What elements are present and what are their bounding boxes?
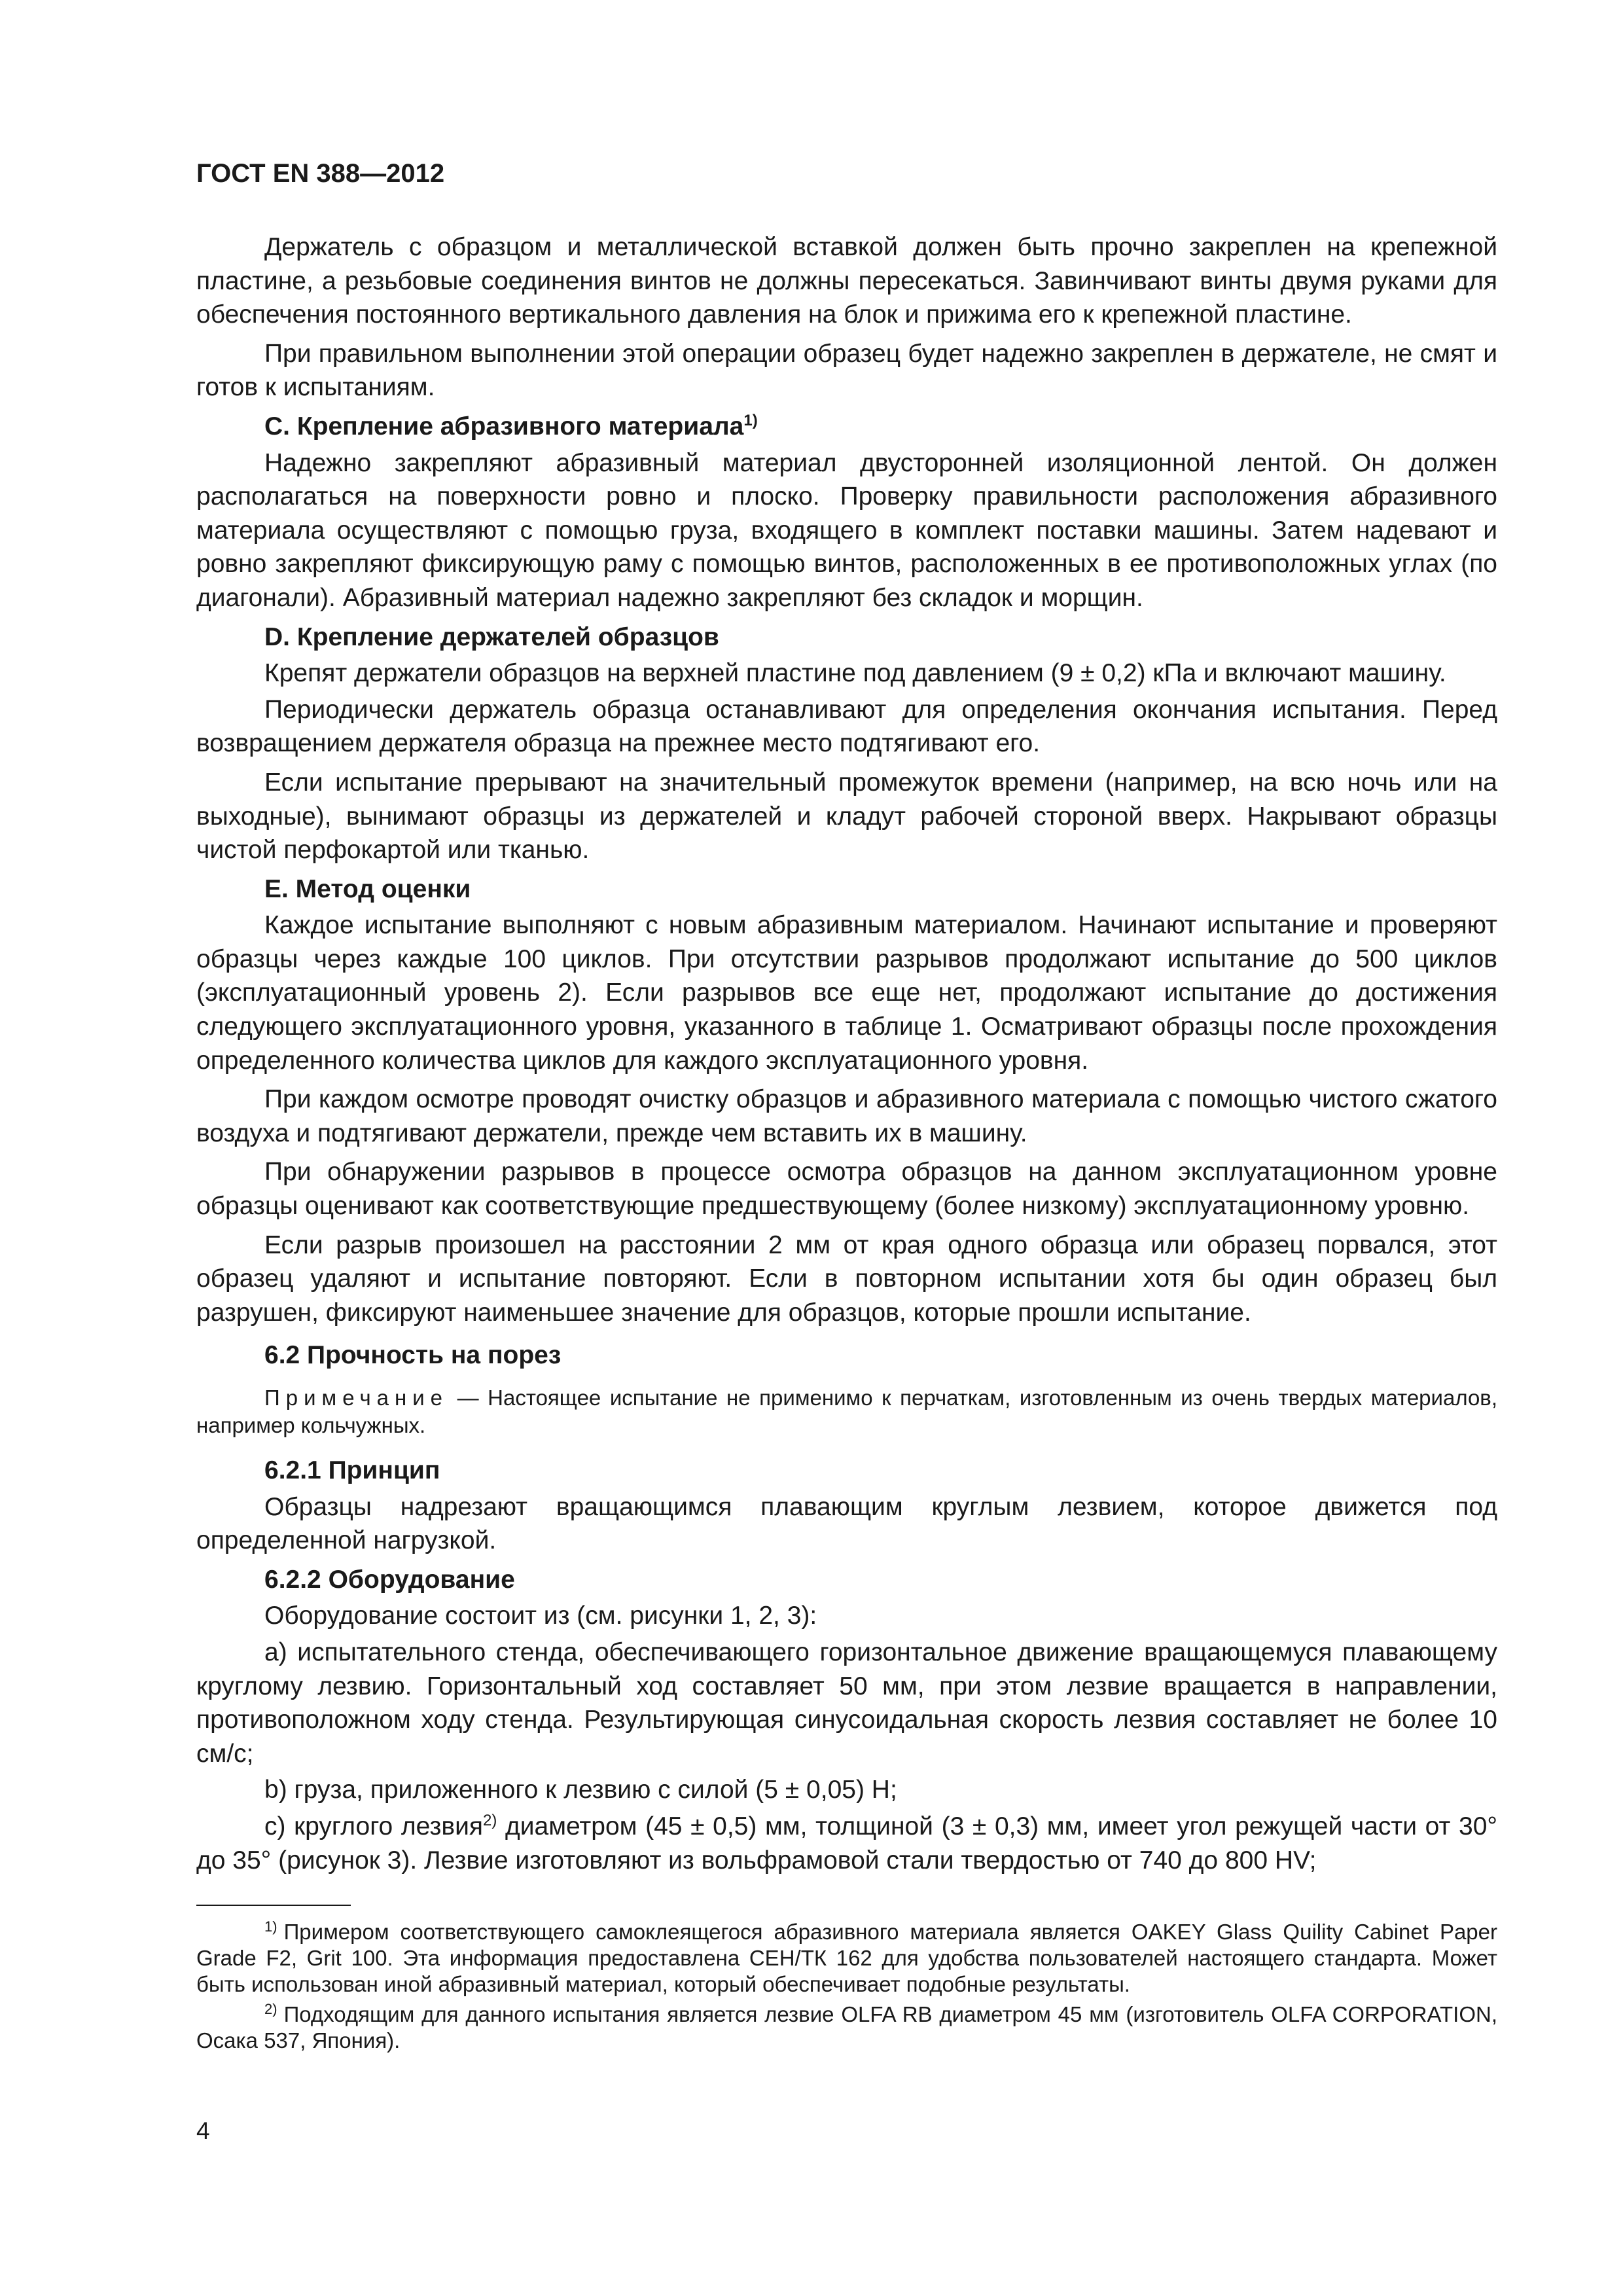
list-item-c <box>196 1810 1497 1877</box>
note-text: — Настоящее испытание не применимо к перчаткам, изготовленным из очень твердых материалов, например кольчужных. <box>196 1386 1497 1437</box>
footnote-2-text: Подходящим для данного испытания является лезвие OLFA RB диаметром 45 мм (изготовитель OLFA CORPORATION, Осака 537, Япония). <box>196 2002 1497 2053</box>
paragraph-abrasive-fixing: Надежно закрепляют абразивный материал двусторонней изоляционной лентой. Он должен располагаться на поверхности ровно и плоско. Проверку правильности расположения абразивного материала осуществляют с помощью груза, входящего в комплект поставки машины. Затем надевают и ровно закрепляют фиксирующую раму с помощью винтов, расположенных в ее противоположных углах (по диагонали). Абразивный материал надежно закрепляют без складок и морщин. <box>196 448 1497 612</box>
list-item-b: b) груза, приложенного к лезвию с силой (5 ± 0,05) Н; <box>264 1776 897 1804</box>
paragraph-equipment-intro: Оборудование состоит из (см. рисунки 1, 2, 3): <box>264 1602 817 1630</box>
paragraph-periodic-stop: Периодически держатель образца останавливают для определения окончания испытания. Перед возвращением держателя образца на прежнее место подтягивают его. <box>196 695 1497 758</box>
footnote-1 <box>196 1919 1497 1998</box>
paragraph-each-test: Каждое испытание выполняют с новым абразивным материалом. Начинают испытание и проверяют образцы через каждые 100 циклов. При отсутствии разрывов продолжают испытание до 500 циклов (эксплуатационный уровень 2). Если разрывов все еще нет, продолжают испытание до достижения следующего эксплуатационного уровня, указанного в таблице 1. Осматривают образцы после прохождения определенного количества циклов для каждого эксплуатационного уровня. <box>196 911 1497 1075</box>
footnote-1-text: Примером соответствующего самоклеящегося абразивного материала является OAKEY Glass Quility Cabinet Paper Grade F2, Grit 100. Эта информация предоставлена СЕН/ТК 162 для удобства пользователей настоящего стандарта. Может быть использован иной абразивный материал, который обеспечивает подобные результаты. <box>196 1920 1497 1996</box>
footnote-ref-1: 1) <box>743 411 758 429</box>
heading-equipment: 6.2.2 Оборудование <box>264 1565 515 1594</box>
footnote-2-mark: 2) <box>264 2001 277 2017</box>
paragraph-cleaning: При каждом осмотре проводят очистку образцов и абразивного материала с помощью чистого сжатого воздуха и подтягивают держатели, прежде чем вставить их в машину. <box>196 1085 1497 1147</box>
footnote-divider <box>196 1905 351 1906</box>
footnote-2 <box>196 2001 1497 2054</box>
page-number: 4 <box>196 2117 210 2144</box>
list-item-a: а) испытательного стенда, обеспечивающего горизонтальное движение вращающемуся плавающему круглому лезвию. Горизонтальный ход составляет 50 мм, при этом лезвие вращается в направлении, противоположном ходу стенда. Результирующая синусоидальная скорость лезвия составляет не более 10 см/с; <box>196 1638 1497 1768</box>
paragraph-pressure: Крепят держатели образцов на верхней пластине под давлением (9 ± 0,2) кПа и включают машину. <box>264 659 1446 688</box>
document-body <box>196 157 1497 1880</box>
paragraph-principle: Образцы надрезают вращающимся плавающим круглым лезвием, которое движется под определенной нагрузкой. <box>196 1492 1497 1555</box>
note-label: Примечание <box>264 1386 449 1410</box>
heading-cut-resistance: 6.2 Прочность на порез <box>264 1341 562 1370</box>
paragraph-edge-rupture: Если разрыв произошел на расстоянии 2 мм от края одного образца или образец порвался, этот образец удаляют и испытание повторяют. Если в повторном испытании хотя бы один образец был разрушен, фиксируют наименьшее значение для образцов, которые прошли испытание. <box>196 1230 1497 1327</box>
footnotes <box>196 1905 1497 2058</box>
footnote-1-mark: 1) <box>264 1918 277 1935</box>
note <box>196 1384 1497 1439</box>
heading-abrasive-fixing <box>196 410 1497 444</box>
paragraph-interruption: Если испытание прерывают на значительный промежуток времени (например, на всю ночь или на выходные), вынимают образцы из держателей и кладут рабочей стороной вверх. Накрывают образцы чистой перфокартой или тканью. <box>196 768 1497 865</box>
list-item-c-rest: диаметром (45 ± 0,5) мм, толщиной (3 ± 0,3) мм, имеет угол режущей части от 30° до 35° (рисунок 3). Лезвие изготовляют из вольфрамовой стали твердостью от 740 до 800 HV; <box>196 1812 1497 1874</box>
footnote-ref-2: 2) <box>482 1811 497 1829</box>
list-item-c-start: с) круглого лезвия <box>264 1812 483 1840</box>
heading-evaluation-method: Е. Метод оценки <box>264 874 471 903</box>
heading-principle: 6.2.1 Принцип <box>264 1456 440 1484</box>
heading-abrasive-fixing-text: С. Крепление абразивного материала <box>264 412 744 440</box>
paragraph-ruptures: При обнаружении разрывов в процессе осмотра образцов на данном эксплуатационном уровне образцы оценивают как соответствующие предшествующему (более низкому) эксплуатационному уровню. <box>196 1158 1497 1221</box>
heading-holders-fixing: D. Крепление держателей образцов <box>264 622 719 651</box>
paragraph-holder-fixing: Держатель с образцом и металлической вставкой должен быть прочно закреплен на крепежной пластине, а резьбовые соединения винтов не должны пересекаться. Завинчивают винты двумя руками для обеспечения постоянного вертикального давления на блок и прижима его к крепежной пластине. <box>196 233 1497 329</box>
document-header: ГОСТ EN 388—2012 <box>196 159 445 188</box>
paragraph-correct-fixing: При правильном выполнении этой операции образец будет надежно закреплен в держателе, не смят и готов к испытаниям. <box>196 339 1497 402</box>
